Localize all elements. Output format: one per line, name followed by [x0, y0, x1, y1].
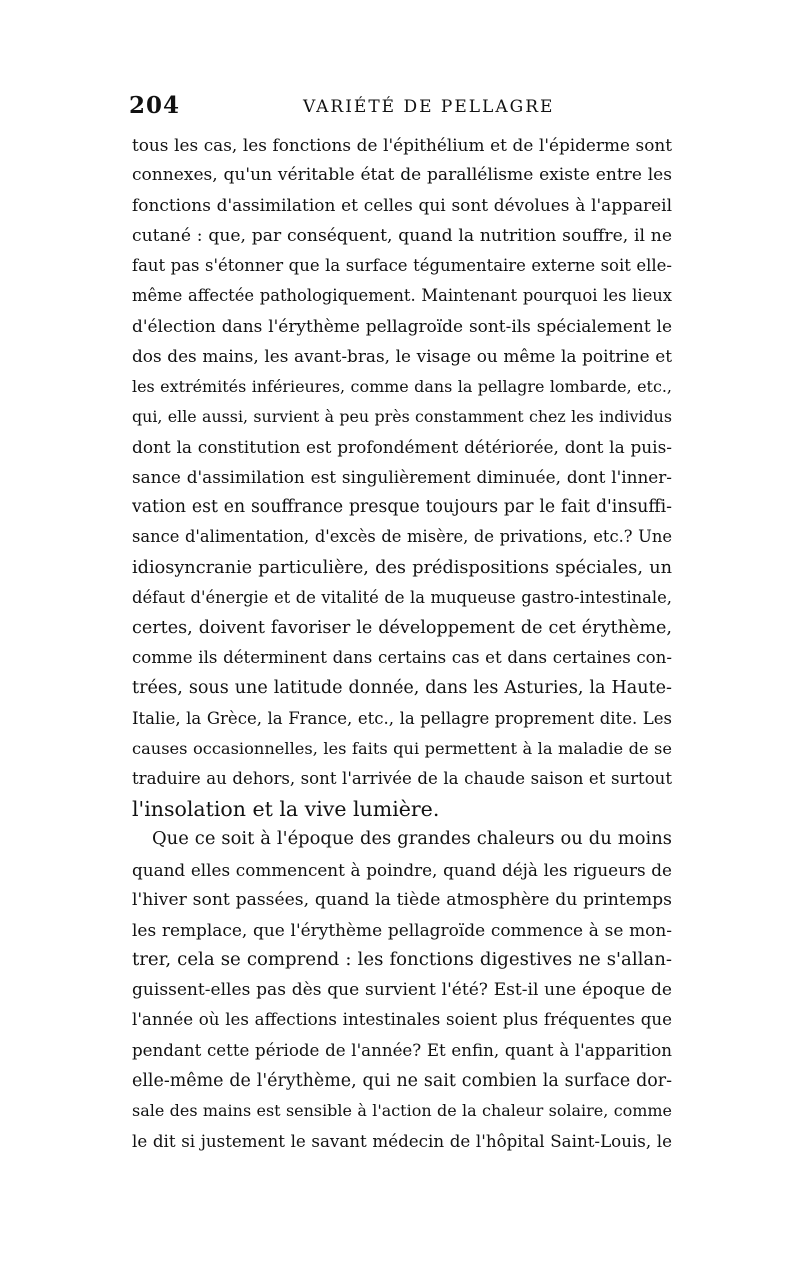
text-line: causes occasionnelles, les faits qui permettent à la maladie de se [132, 738, 672, 758]
text-line: fonctions d'assimilation et celles qui sont dévolues à l'appareil [132, 195, 672, 216]
text-line: guissent-elles pas dès que survient l'été? Est-il une époque de [132, 980, 672, 1001]
text-line: les remplace, que l'érythème pellagroïde commence à se mon- [132, 919, 672, 940]
text-line: traduire au dehors, sont l'arrivée de la chaude saison et surtout [132, 768, 672, 788]
text-line: tous les cas, les fonctions de l'épithélium et de l'épiderme sont [132, 135, 672, 155]
paragraph-first-line: Que ce soit à l'époque des grandes chaleurs ou du moins [152, 828, 672, 850]
text-line: d'élection dans l'érythème pellagroïde sont-ils spécialement le [132, 316, 672, 337]
running-head: VARIÉTÉ DE PELLAGRE [303, 97, 555, 117]
text-line: l'année où les affections intestinales soient plus fréquentes que [132, 1010, 672, 1030]
text-line: cutané : que, par conséquent, quand la nutrition souffre, il ne [132, 225, 672, 246]
text-line: quand elles commencent à poindre, quand déjà les rigueurs de [132, 859, 672, 880]
text-line: pendant cette période de l'année? Et enfin, quant à l'apparition [132, 1040, 672, 1060]
page-header [129, 92, 669, 120]
text-line: l'hiver sont passées, quand la tiède atmosphère du printemps [132, 889, 672, 910]
text-line: même affectée pathologiquement. Maintenant pourquoi les lieux [132, 285, 672, 305]
text-line: vation est en souffrance presque toujours par le fait d'insuffi- [132, 497, 672, 518]
page-number: 204 [129, 92, 181, 119]
text-line: trées, sous une latitude donnée, dans les Asturies, la Haute- [132, 678, 672, 699]
text-line: le dit si justement le savant médecin de l'hôpital Saint-Louis, le [132, 1131, 672, 1152]
text-line: certes, doivent favoriser le développement de cet érythème, [132, 618, 672, 638]
text-line: comme ils déterminent dans certains cas et dans certaines con- [132, 648, 672, 668]
text-line: sance d'alimentation, d'excès de misère, de privations, etc.? Une [132, 527, 672, 547]
text-line: qui, elle aussi, survient à peu près constamment chez les individus [132, 406, 672, 426]
text-line: Italie, la Grèce, la France, etc., la pellagre proprement dite. Les [132, 708, 672, 728]
text-line: faut pas s'étonner que la surface tégumentaire externe soit elle- [132, 255, 672, 275]
text-line: défaut d'énergie et de vitalité de la muqueuse gastro-intestinale, [132, 587, 672, 607]
text-line: sance d'assimilation est singulièrement diminuée, dont l'inner- [132, 467, 672, 488]
text-line: idiosyncranie particulière, des prédispositions spéciales, un [132, 557, 672, 578]
text-line: connexes, qu'un véritable état de parallélisme existe entre les [132, 165, 672, 186]
body-text [132, 130, 672, 1156]
text-line: dont la constitution est profondément détériorée, dont la puis- [132, 436, 672, 457]
text-line: elle-même de l'érythème, qui ne sait combien la surface dor- [132, 1070, 672, 1091]
text-line: dos des mains, les avant-bras, le visage ou même la poitrine et [132, 346, 672, 367]
text-line: sale des mains est sensible à l'action de la chaleur solaire, comme [132, 1101, 672, 1120]
paragraph-end-line: l'insolation et la vive lumière. [132, 797, 440, 822]
text-line: trer, cela se comprend : les fonctions digestives ne s'allan- [132, 949, 672, 971]
text-line: les extrémités inférieures, comme dans la pellagre lombarde, etc., [132, 376, 672, 396]
